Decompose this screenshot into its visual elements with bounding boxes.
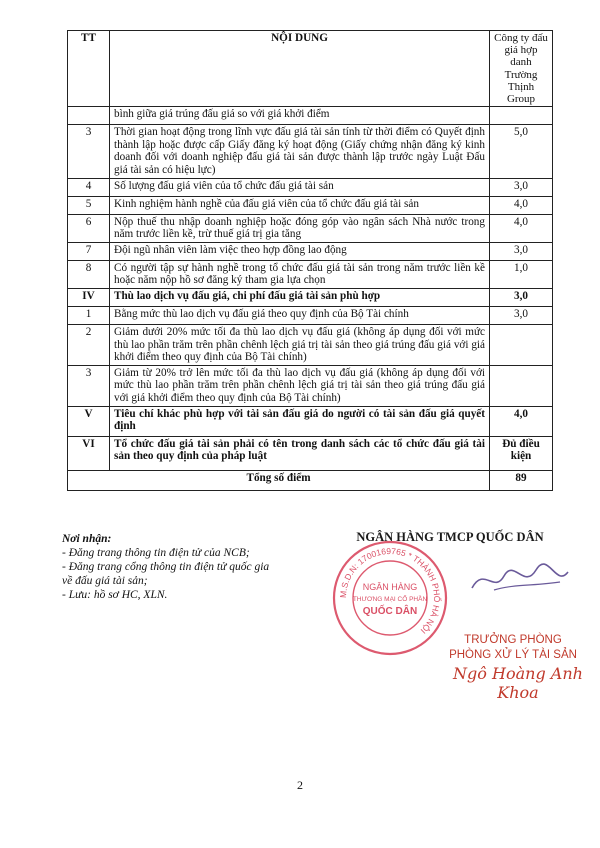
svg-text:NGÂN HÀNG: NGÂN HÀNG [362,582,418,592]
recipient-item: - Đăng trang cổng thông tin điện tử quốc gia về đấu giá tài sản; [62,561,270,587]
row-number: 5 [68,196,110,214]
row-number: IV [68,288,110,306]
row-number: VI [68,436,110,470]
row-score [490,365,553,406]
row-content: Bằng mức thù lao dịch vụ đấu giá theo quy định của Bộ Tài chính [110,306,490,324]
signer-department: PHÒNG XỬ LÝ TÀI SẢN [449,649,577,661]
row-number: 1 [68,306,110,324]
row-content: Thù lao dịch vụ đấu giá, chi phí đấu giá tài sản phù hợp [110,288,490,306]
official-stamp [330,538,450,658]
row-score [490,107,553,125]
total-label: Tổng số điểm [68,470,490,490]
row-content: Tiêu chí khác phù hợp với tài sản đấu giá do người có tài sản đấu giá quyết định [110,406,490,436]
row-score: 5,0 [490,125,553,178]
row-content: Đội ngũ nhân viên làm việc theo hợp đồng lao động [110,242,490,260]
signature-block [330,530,583,702]
total-value: 89 [490,470,553,490]
row-content: Giảm từ 20% trở lên mức tối đa thù lao dịch vụ đấu giá (không áp dụng đối với mức thù lao phần trăm trên phần chênh lệch giá trị tài sản theo giá trúng đấu giá với giá khởi điểm theo quy định của Bộ Tài chính) [110,365,490,406]
signer-name: Ngô Hoàng Anh Khoa [453,664,583,702]
row-score: 3,0 [490,306,553,324]
row-score: 3,0 [490,178,553,196]
row-score: 1,0 [490,260,553,288]
row-content: Tổ chức đấu giá tài sản phải có tên trong danh sách các tổ chức đấu giá tài sản theo quy định của pháp luật [110,436,490,470]
table-row [68,107,553,125]
row-score: 4,0 [490,214,553,242]
svg-text:QUỐC DÂN: QUỐC DÂN [362,606,418,617]
table-row [68,288,553,306]
recipient-item: - Đăng trang thông tin điện tử của NCB; [62,547,250,559]
header-company: Công ty đấu giá hợp danh Trường Thịnh Group [490,31,553,107]
table-row [68,365,553,406]
header-tt: TT [68,31,110,107]
row-score: 3,0 [490,242,553,260]
total-row [68,470,553,490]
table-row [68,324,553,365]
recipient-item: - Lưu: hồ sơ HC, XLN. [62,589,168,601]
row-score: Đủ điều kiện [490,436,553,470]
table-row [68,214,553,242]
stamp-ring-text: M.S.D.N: 1700169765 * THÀNH PHỐ HÀ NỘI [337,545,443,636]
table-row [68,406,553,436]
header-content: NỘI DUNG [110,31,490,107]
row-content: Có người tập sự hành nghề trong tổ chức đấu giá tài sản trong năm trước liền kề hoặc năm nộp hồ sơ đăng ký tham gia lựa chọn [110,260,490,288]
row-content: Giảm dưới 20% mức tối đa thù lao dịch vụ đấu giá (không áp dụng đối với mức thù lao phần trăm trên phần chênh lệch giá trị tài sản theo giá trúng đấu giá với giá khởi điểm theo quy định của Bộ Tài chính) [110,324,490,365]
table-row [68,242,553,260]
row-content: Thời gian hoạt động trong lĩnh vực đấu giá tài sản tính từ thời điểm có Quyết định thành lập hoặc được cấp Giấy đăng ký hoạt động (Giấy chứng nhận đăng ký kinh doanh đối với doanh nghiệp đấu giá tài sản được thành lập trước ngày Luật Đấu giá tài sản có hiệu lực) [110,125,490,178]
svg-text:THƯƠNG MẠI CỔ PHẦN: THƯƠNG MẠI CỔ PHẦN [352,596,428,603]
row-number: V [68,406,110,436]
table-row [68,306,553,324]
row-number [68,107,110,125]
recipients-heading: Nơi nhận: [62,533,112,545]
row-score: 4,0 [490,406,553,436]
table-row [68,196,553,214]
handwritten-signature [464,560,574,600]
row-number: 2 [68,324,110,365]
row-score: 4,0 [490,196,553,214]
row-number: 4 [68,178,110,196]
row-number: 6 [68,214,110,242]
table-row [68,260,553,288]
page-number: 2 [297,778,303,792]
row-content: Số lượng đấu giá viên của tổ chức đấu giá tài sản [110,178,490,196]
bank-name: NGÂN HÀNG TMCP QUỐC DÂN [356,530,544,544]
table-row [68,436,553,470]
row-number: 8 [68,260,110,288]
signer-title: TRƯỞNG PHÒNG [464,634,562,646]
row-number: 3 [68,125,110,178]
row-score [490,324,553,365]
recipients-block [62,532,282,602]
row-score: 3,0 [490,288,553,306]
table-row [68,178,553,196]
row-content: Nộp thuế thu nhập doanh nghiệp hoặc đóng góp vào ngân sách Nhà nước trong năm trước liền kề, trừ thuế giá trị gia tăng [110,214,490,242]
row-number: 7 [68,242,110,260]
row-content: Kinh nghiệm hành nghề của đấu giá viên của tổ chức đấu giá tài sản [110,196,490,214]
table-header-row [68,31,553,107]
scoring-table [67,30,553,491]
table-body [68,107,553,470]
row-number: 3 [68,365,110,406]
row-content: bình giữa giá trúng đấu giá so với giá khởi điểm [110,107,490,125]
table-row [68,125,553,178]
